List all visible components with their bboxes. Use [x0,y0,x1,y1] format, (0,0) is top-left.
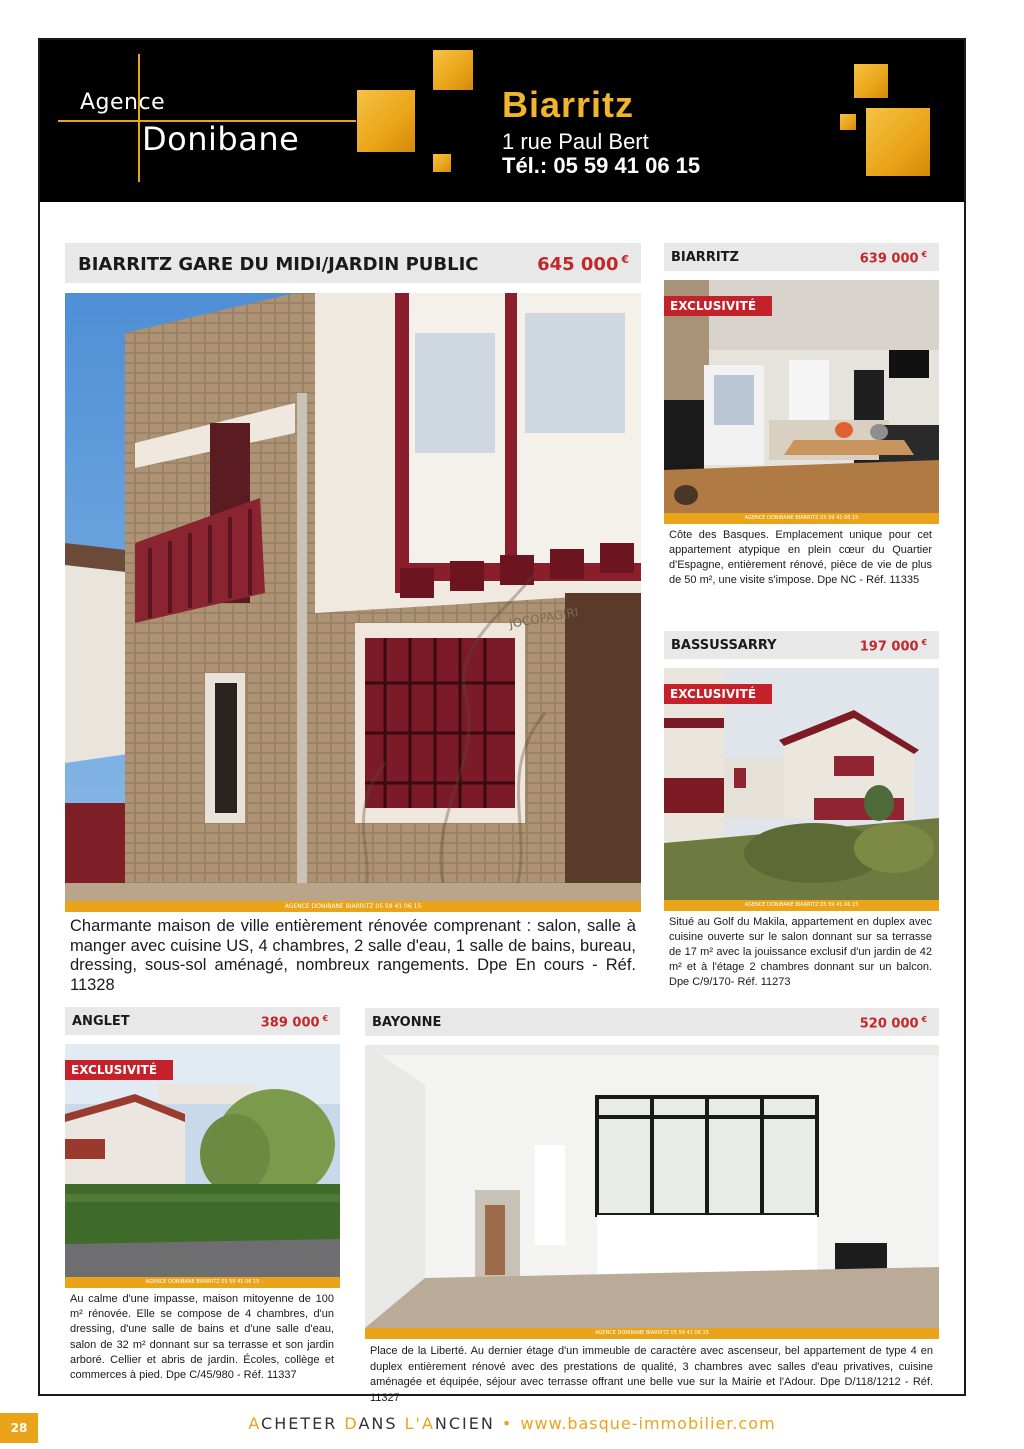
currency-symbol: € [921,250,927,259]
listing-title: BIARRITZ [671,250,739,265]
house-sign-text: JOCOPAGIRI [508,605,580,631]
agency-phone: Tél.: 05 59 41 06 15 [502,153,701,178]
listing-price [860,638,927,654]
decor-square [854,64,888,98]
exclusivite-badge: EXCLUSIVITÉ [664,296,772,316]
logo-rule-vertical [138,54,140,182]
footer-tagline [0,1413,1024,1435]
photo-credit-bar: AGENCE DONIBANE BIARRITZ 05 59 41 06 15 [65,1277,340,1288]
page-number: 28 [0,1413,38,1443]
listing-description-gare: Charmante maison de ville entièrement rénovée comprenant : salon, salle à manger avec cuisine US, 4 chambres, 2 salle d'eau, 1 salle de bains, bureau, dressing, sous-sol aménagé, nombreux rangements. Dpe En cours - Réf. 11328 [70,917,636,994]
decor-square [433,154,451,172]
listing-price [261,1014,328,1030]
listing-title: BAYONNE [372,1015,442,1030]
photo-credit-bar: AGENCE DONIBANE BIARRITZ 05 59 41 06 15 [664,513,939,524]
footer-initial: L'A [404,1414,435,1433]
listing-photo-gare[interactable] [65,293,641,901]
listing-price [860,1015,927,1031]
listing-price [537,253,629,275]
price-value: 197 000 [859,639,919,655]
listing-description-bassussarry: Situé au Golf du Makila, appartement en duplex avec cuisine ouverte sur le salon donnant sur sa terrasse de 17 m² avec la jouissance exclusif d'un jardin de 42 m² et à l'étage 2 chambres donnant sur un balcon. Dpe C/9/170- Réf. 11273 [669,916,932,988]
listing-description-anglet: Au calme d'une impasse, maison mitoyenne de 100 m² rénovée. Elle se compose de 4 chambres, d'un dressing, d'une salle de bains et d'une salle d'eau, salon de 32 m² donnant sur sa terrasse et son jardin arboré. Cellier et abris de jardin. Écoles, collège et commerces à pied. Dpe C/45/980 - Réf. 11337 [70,1293,334,1382]
listing-description-biarritz: Côte des Basques. Emplacement unique pour cet appartement atypique en plein cœur du Quartier d'Espagne, entièrement rénové, pièce de vie de plus de 50 m², une visite s'impose. Dpe NC - Réf. 11335 [669,529,932,586]
decor-square [357,90,415,152]
listing-header-gare [65,243,641,283]
agency-name-line2: Donibane [142,120,300,158]
listing-header-biarritz [664,243,939,271]
website-link[interactable]: www.basque-immobilier.com [520,1414,776,1433]
price-value: 645 000 [537,254,619,275]
exclusivite-badge: EXCLUSIVITÉ [65,1060,173,1080]
footer-word: ANS [358,1414,405,1433]
listing-title: BASSUSSARRY [671,638,777,653]
currency-symbol: € [921,638,927,647]
price-value: 520 000 [859,1016,919,1032]
photo-credit-bar: AGENCE DONIBANE BIARRITZ 05 59 41 06 15 [65,901,641,912]
currency-symbol: € [921,1015,927,1024]
listing-header-bassussarry [664,631,939,659]
decor-square [866,108,930,176]
exclusivite-badge: EXCLUSIVITÉ [664,684,772,704]
listing-header-anglet [65,1007,340,1035]
listing-price [860,250,927,266]
price-value: 389 000 [260,1015,320,1031]
footer-word: NCIEN [434,1414,495,1433]
listing-photo-bayonne[interactable] [365,1045,939,1328]
footer-bullet: • [501,1414,514,1433]
currency-symbol: € [621,253,629,266]
agency-city: Biarritz [502,84,635,125]
photo-credit-bar: AGENCE DONIBANE BIARRITZ 05 59 41 06 15 [664,900,939,911]
decor-square [840,114,856,130]
agency-name-line1: Agence [80,90,166,115]
currency-symbol: € [322,1014,328,1023]
listing-description-bayonne: Place de la Liberté. Au dernier étage d'un immeuble de caractère avec ascenseur, bel appartement de type 4 en duplex entièrement rénové avec des prestations de qualité, 3 chambres avec salles d'eau privatives, cuisine aménagée et équipée, séjour avec terrasse offrant une belle vue sur la Mairie et l'Adour. Dpe D/118/1212 - Réf. 11327 [370,1345,933,1404]
listing-title: ANGLET [72,1014,130,1029]
agency-address: 1 rue Paul Bert [502,129,649,154]
decor-square [433,50,473,90]
footer-initial: A [248,1414,262,1433]
photo-credit-bar: AGENCE DONIBANE BIARRITZ 05 59 41 06 15 [365,1328,939,1339]
footer-word: CHETER [261,1414,345,1433]
price-value: 639 000 [859,251,919,267]
agency-header [40,40,964,202]
listing-title: BIARRITZ GARE DU MIDI/JARDIN PUBLIC [78,254,479,275]
listing-header-bayonne [365,1008,939,1036]
footer-initial: D [344,1414,359,1433]
